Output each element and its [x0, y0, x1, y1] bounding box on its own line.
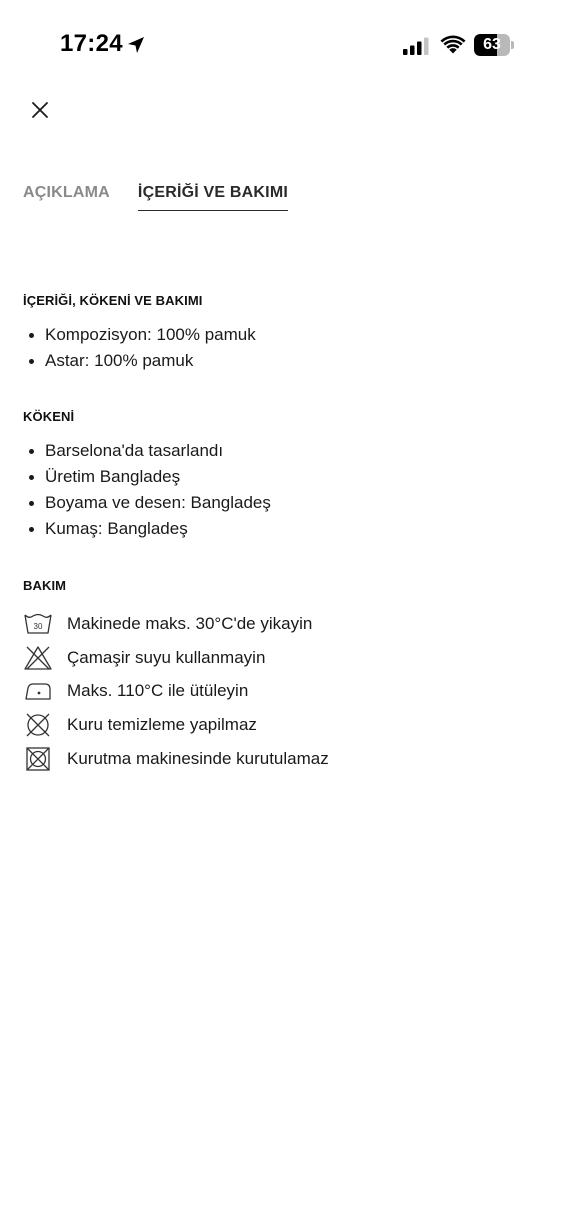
- location-arrow-icon: [126, 35, 146, 55]
- status-time: 17:24: [60, 30, 123, 57]
- battery-nub: [511, 41, 514, 49]
- wifi-icon: [440, 35, 466, 55]
- no-bleach-icon: [23, 645, 53, 671]
- battery-body: [474, 34, 510, 56]
- list-item: Üretim Bangladeş: [23, 464, 271, 490]
- care-text: Kuru temizleme yapilmaz: [67, 715, 257, 735]
- tab-bar: [23, 182, 288, 212]
- status-bar: [0, 0, 562, 90]
- battery-level: 63: [483, 36, 501, 53]
- origin-list: [23, 438, 271, 542]
- composition-list: [23, 322, 256, 374]
- no-tumble-dry-icon: [23, 746, 53, 772]
- section-title-care: BAKIM: [23, 578, 67, 593]
- care-item: [23, 607, 329, 641]
- care-item: [23, 742, 329, 776]
- iron-110-icon: [23, 678, 53, 704]
- section-title-origin: KÖKENİ: [23, 409, 75, 424]
- list-item: Kompozisyon: 100% pamuk: [23, 322, 256, 348]
- close-icon: [31, 101, 49, 119]
- list-item: Boyama ve desen: Bangladeş: [23, 490, 271, 516]
- tab-description[interactable]: AÇIKLAMA: [23, 184, 110, 201]
- care-list: [23, 607, 329, 776]
- list-item: Astar: 100% pamuk: [23, 348, 256, 374]
- tab-content-and-care[interactable]: İÇERİĞİ VE BAKIMI: [138, 182, 288, 211]
- list-item: Kumaş: Bangladeş: [23, 516, 271, 542]
- list-item: Barselona'da tasarlandı: [23, 438, 271, 464]
- care-text: Çamaşir suyu kullanmayin: [67, 647, 266, 667]
- care-text: Makinede maks. 30°C'de yikayin: [67, 613, 313, 633]
- wash-30-icon: [23, 611, 53, 637]
- section-title-composition: İÇERİĞİ, KÖKENİ VE BAKIMI: [23, 293, 203, 308]
- close-button[interactable]: [26, 96, 54, 124]
- care-text: Kurutma makinesinde kurutulamaz: [67, 749, 329, 769]
- care-item: [23, 708, 329, 742]
- care-item: [23, 675, 329, 709]
- no-dry-clean-icon: [23, 712, 53, 738]
- svg-text:30: 30: [33, 621, 43, 631]
- battery-indicator: [474, 34, 514, 56]
- care-item: [23, 641, 329, 675]
- cellular-signal-icon: [402, 36, 430, 56]
- care-text: Maks. 110°C ile ütüleyin: [67, 681, 249, 701]
